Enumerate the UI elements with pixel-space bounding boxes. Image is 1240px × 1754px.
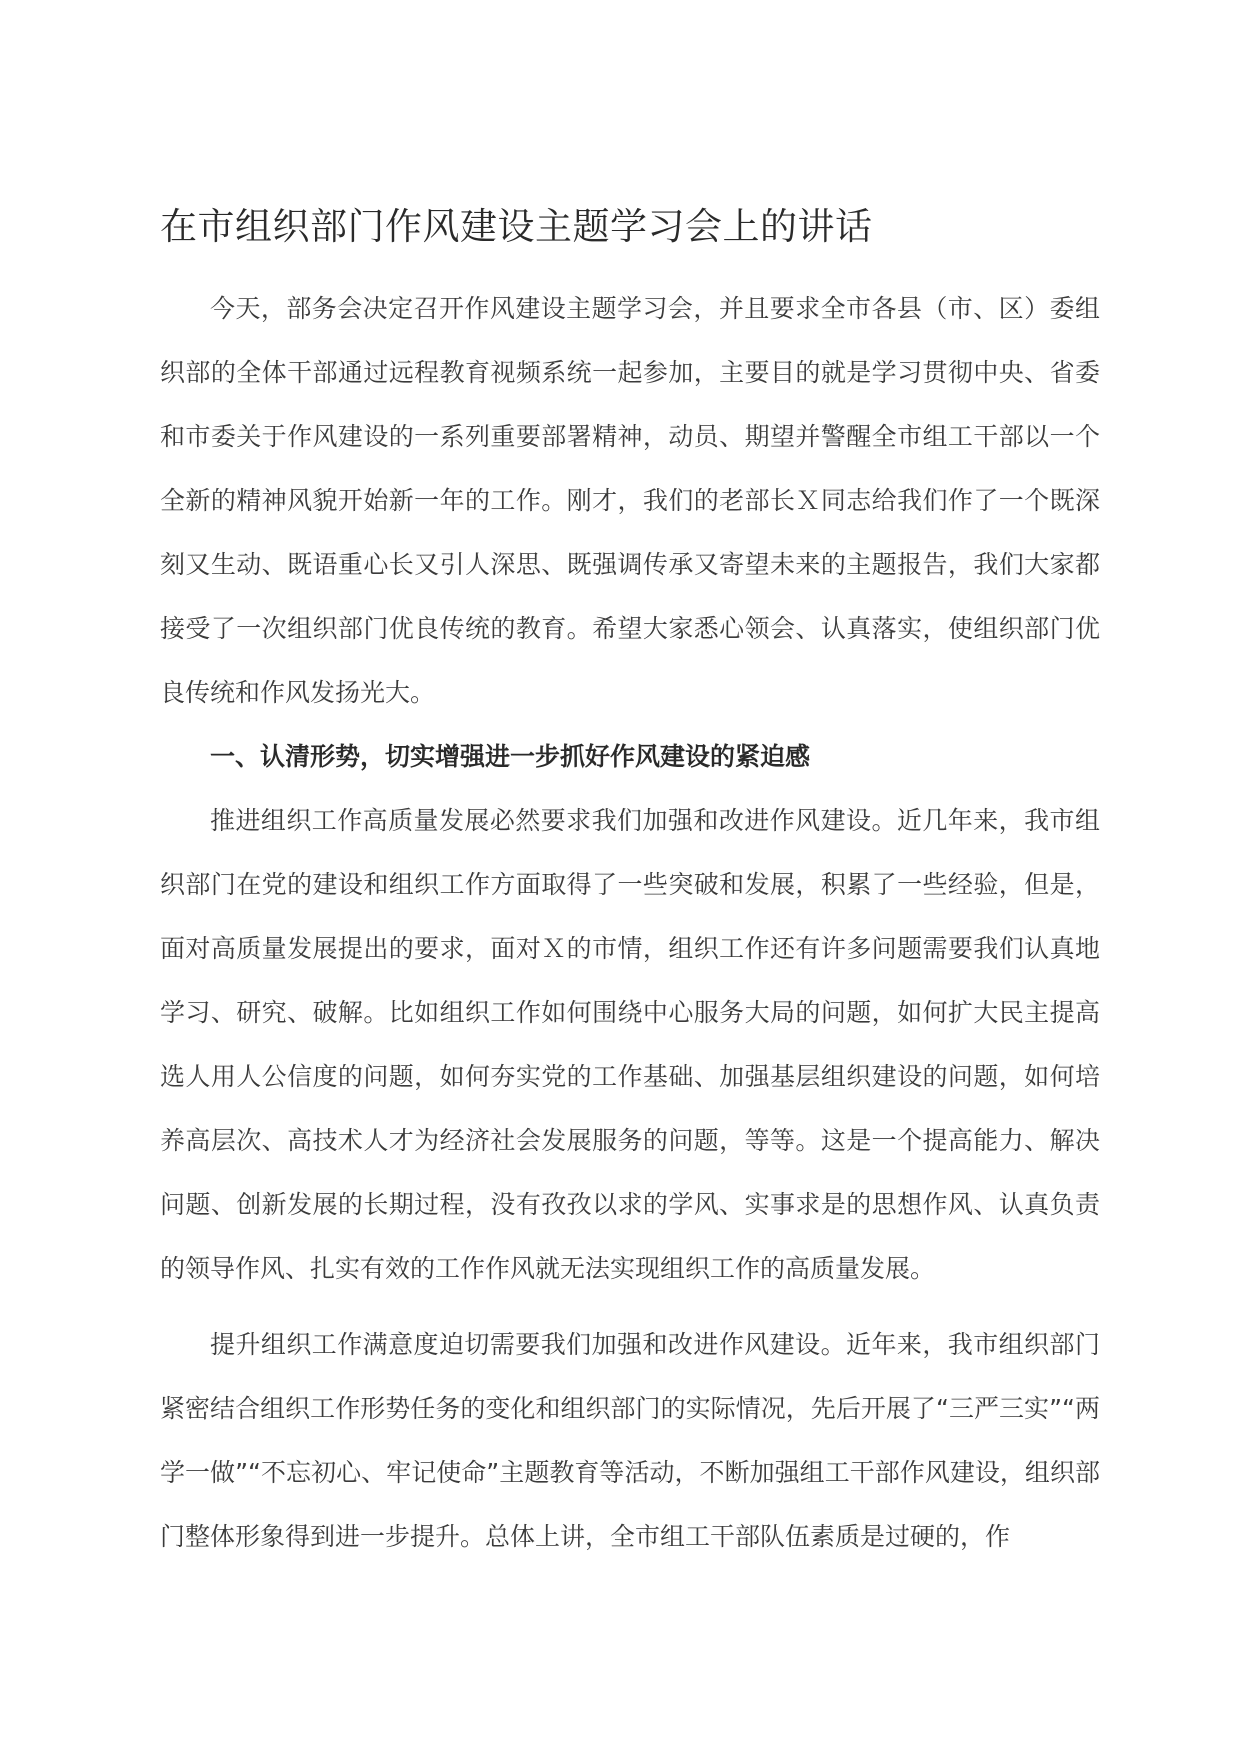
document-body: [160, 195, 1100, 1569]
paragraph-intro: 今天，部务会决定召开作风建设主题学习会，并且要求全市各县（市、区）委组织部的全体干部通过远程教育视频系统一起参加，主要目的就是学习贯彻中央、省委和市委关于作风建设的一系列重要部署精神，动员、期望并警醒全市组工干部以一个全新的精神风貌开始新一年的工作。刚才，我们的老部长Ｘ同志给我们作了一个既深刻又生动、既语重心长又引人深思、既强调传承又寄望未来的主题报告，我们大家都接受了一次组织部门优良传统的教育。希望大家悉心领会、认真落实，使组织部门优良传统和作风发扬光大。: [160, 294, 1100, 707]
paragraph-section-1-a: 推进组织工作高质量发展必然要求我们加强和改进作风建设。近几年来，我市组织部门在党的建设和组织工作方面取得了一些突破和发展，积累了一些经验，但是，面对高质量发展提出的要求，面对Ｘ的市情，组织工作还有许多问题需要我们认真地学习、研究、破解。比如组织工作如何围绕中心服务大局的问题，如何扩大民主提高选人用人公信度的问题，如何夯实党的工作基础、加强基层组织建设的问题，如何培养高层次、高技术人才为经济社会发展服务的问题，等等。这是一个提高能力、解决问题、创新发展的长期过程，没有孜孜以求的学风、实事求是的思想作风、认真负责的领导作风、扎实有效的工作作风就无法实现组织工作的高质量发展。: [160, 806, 1100, 1283]
document-title: 在市组织部门作风建设主题学习会上的讲话: [160, 205, 873, 248]
paragraph-section-1-b: 提升组织工作满意度迫切需要我们加强和改进作风建设。近年来，我市组织部门紧密结合组织工作形势任务的变化和组织部门的实际情况，先后开展了“三严三实”“两学一做”“不忘初心、牢记使命”主题教育等活动，不断加强组工干部作风建设，组织部门整体形象得到进一步提升。总体上讲，全市组工干部队伍素质是过硬的，作: [160, 1330, 1100, 1551]
section-heading-1: 一、认清形势，切实增强进一步抓好作风建设的紧迫感: [210, 742, 811, 771]
